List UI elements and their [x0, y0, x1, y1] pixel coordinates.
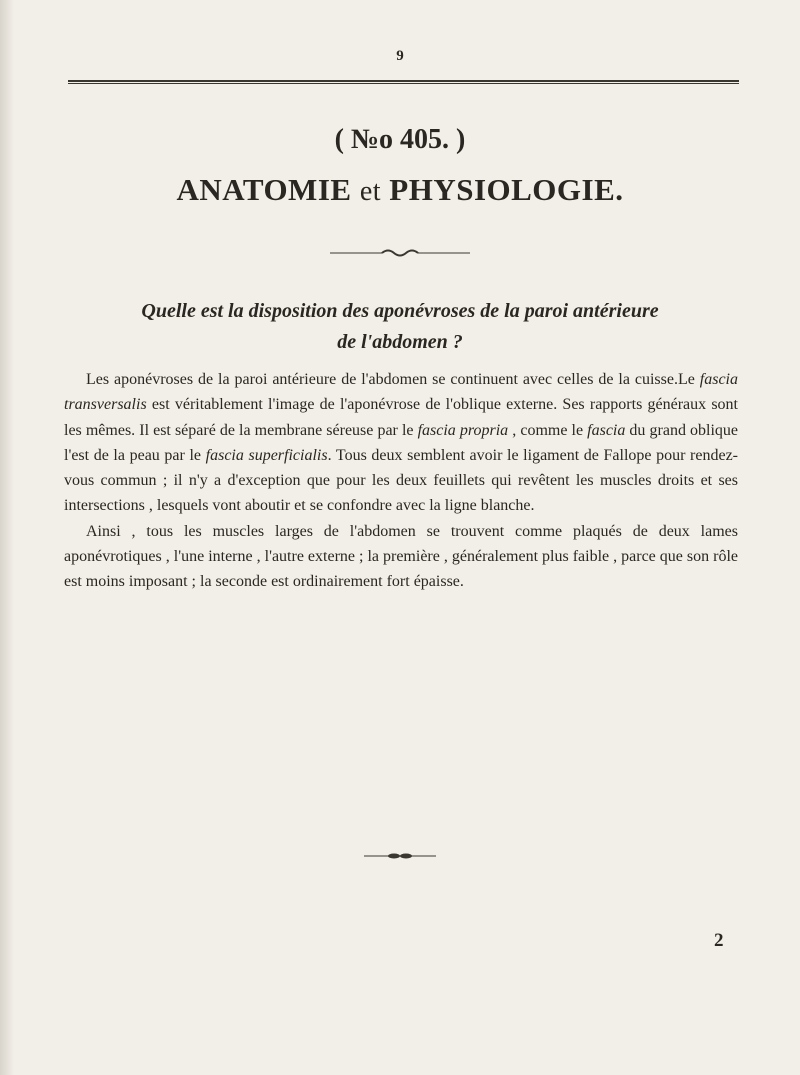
ornament-divider — [330, 247, 470, 259]
paragraph-2: Ainsi , tous les muscles larges de l'abdomen se trouvent comme plaqués de deux lames aponévrotiques , l'une interne , l'autre externe ; la première , généralement plus faible , parce que son rôle est moins imposant ; la seconde est ordinairement fort épaisse. — [64, 522, 738, 591]
question-line-2: de l'abdomen ? — [337, 331, 463, 353]
latin-term: fascia transversalis — [64, 371, 738, 414]
question-heading — [60, 296, 740, 358]
latin-term: fascia propria — [417, 421, 509, 439]
header-rule — [68, 80, 739, 84]
page-number: 9 — [396, 48, 404, 64]
end-ornament — [364, 852, 436, 860]
thesis-number: ( №o 405. ) — [334, 124, 466, 155]
text-run: , comme le — [508, 421, 588, 439]
text-run: . Tous deux semblent avoir le ligament de Fallope pour rendez-vous commun ; il n'y a d'exception que pour les deux feuillets qui revêtent les muscles droits et ses intersections , lesquels vont aboutir et se confondre avec la ligne blanche. — [64, 446, 739, 515]
section-title — [0, 172, 800, 208]
answer-body — [64, 367, 738, 595]
title-physiologie: PHYSIOLOGIE. — [389, 172, 624, 207]
title-et: et — [359, 176, 382, 207]
title-anatomie: ANATOMIE — [176, 172, 352, 207]
latin-term: fascia superficialis — [205, 446, 328, 464]
page-edge-shadow — [0, 0, 14, 1075]
latin-term: fascia — [587, 421, 626, 439]
signature-mark: 2 — [714, 930, 724, 951]
question-line-1: Quelle est la disposition des aponévroses de la paroi antérieure — [141, 300, 659, 322]
text-run: du grand oblique l'est de la peau par le — [64, 421, 739, 464]
text-run: Les aponévroses de la paroi antérieure de l'abdomen se continuent avec celles de la cuisse.Le — [86, 371, 700, 388]
text-run: est véritablement l'image de l'aponévrose de l'oblique externe. Ses rapports généraux sont les mêmes. Il est séparé de la membrane séreuse par le — [64, 396, 738, 439]
paragraph-1 — [64, 367, 738, 519]
